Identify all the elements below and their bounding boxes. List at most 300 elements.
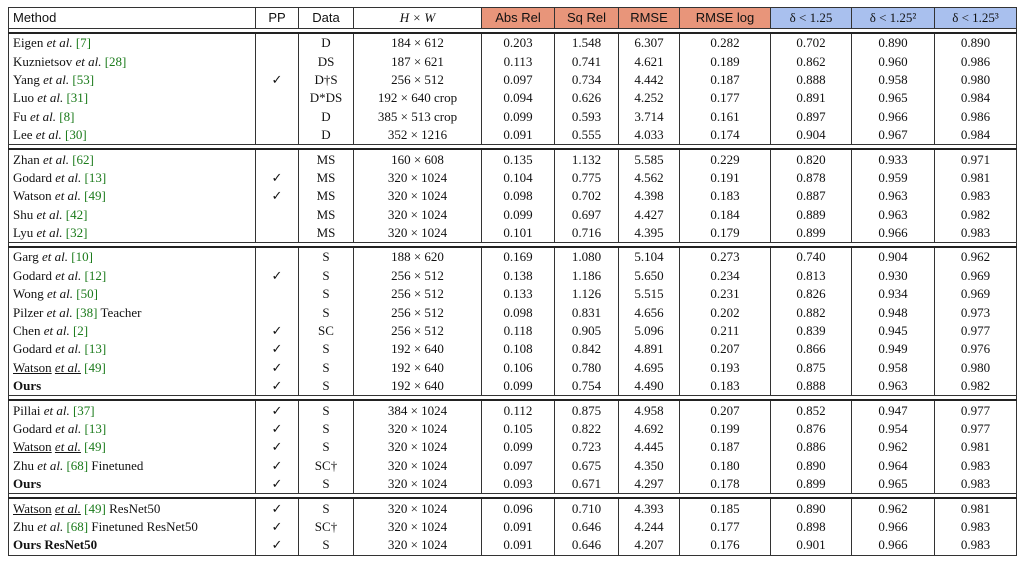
rmse-cell: 4.297 — [619, 475, 680, 494]
pp-cell: ✓ — [256, 518, 299, 536]
delta-1-cell: 0.891 — [771, 89, 852, 107]
pp-cell: ✓ — [256, 377, 299, 396]
table-row — [9, 518, 1017, 536]
table-row — [9, 457, 1017, 475]
citation: [7] — [75, 35, 91, 51]
data-cell: D*DS — [299, 89, 354, 107]
citation: [12] — [84, 267, 107, 283]
delta-2-cell: 0.948 — [852, 303, 935, 321]
method-etal: et al. — [55, 421, 82, 436]
resolution-cell: 184 × 612 — [354, 33, 482, 52]
delta-1-cell: 0.897 — [771, 108, 852, 126]
rmse-cell: 4.207 — [619, 536, 680, 555]
delta-2-cell: 0.958 — [852, 71, 935, 89]
table-row — [9, 498, 1017, 517]
resolution-cell: 320 × 1024 — [354, 498, 482, 517]
results-table — [8, 7, 1017, 556]
abs-rel-cell: 0.135 — [482, 149, 555, 168]
method-name: Lyu — [13, 225, 34, 241]
method-cell — [9, 247, 256, 266]
resolution-cell: 320 × 1024 — [354, 518, 482, 536]
delta-2-cell: 0.965 — [852, 475, 935, 494]
method-name: Lee — [13, 127, 33, 143]
delta-1-cell: 0.899 — [771, 224, 852, 243]
pp-cell — [256, 126, 299, 145]
citation: [37] — [72, 402, 95, 418]
rmse-cell: 4.490 — [619, 377, 680, 396]
delta-1-cell: 0.866 — [771, 340, 852, 358]
delta-3-cell: 0.973 — [935, 303, 1017, 321]
pp-cell — [256, 149, 299, 168]
rmse-log-cell: 0.183 — [680, 377, 771, 396]
abs-rel-cell: 0.099 — [482, 206, 555, 224]
method-variant: Finetuned ResNet50 — [91, 518, 198, 534]
method-name: Godard — [13, 267, 52, 283]
delta-1-cell: 0.889 — [771, 206, 852, 224]
data-cell: D — [299, 33, 354, 52]
delta-3-cell: 0.983 — [935, 224, 1017, 243]
method-etal: et al. — [37, 518, 64, 534]
abs-rel-cell: 0.118 — [482, 322, 555, 340]
data-cell: SC — [299, 322, 354, 340]
delta-3-cell: 0.983 — [935, 457, 1017, 475]
method-name: Watson — [13, 188, 52, 204]
delta-2-cell: 0.933 — [852, 149, 935, 168]
method-name: Zhu — [13, 518, 34, 534]
delta-2-cell: 0.963 — [852, 187, 935, 205]
resolution-cell: 320 × 1024 — [354, 206, 482, 224]
abs-rel-cell: 0.098 — [482, 303, 555, 321]
method-name: Ours — [13, 476, 42, 492]
rmse-cell: 5.096 — [619, 322, 680, 340]
rmse-cell: 4.695 — [619, 359, 680, 377]
resolution-cell: 320 × 1024 — [354, 536, 482, 555]
delta-3-cell: 0.983 — [935, 536, 1017, 555]
rmse-log-cell: 0.193 — [680, 359, 771, 377]
header-sq-rel: Sq Rel — [555, 8, 619, 29]
citation: [49] — [84, 359, 106, 375]
abs-rel-cell: 0.104 — [482, 169, 555, 187]
sq-rel-cell: 1.548 — [555, 33, 619, 52]
table-row — [9, 359, 1017, 377]
sq-rel-cell: 0.775 — [555, 169, 619, 187]
method-etal: et al. — [42, 151, 69, 167]
data-cell: SC† — [299, 457, 354, 475]
sq-rel-cell: 0.842 — [555, 340, 619, 358]
abs-rel-cell: 0.138 — [482, 267, 555, 285]
table-row — [9, 224, 1017, 243]
method-variant: ResNet50 — [109, 500, 161, 516]
table-row — [9, 267, 1017, 285]
data-cell: S — [299, 340, 354, 358]
method-etal: et al. — [46, 35, 73, 51]
data-cell: S — [299, 303, 354, 321]
method-name: Pilzer — [13, 304, 44, 320]
delta-3-cell: 0.984 — [935, 126, 1017, 145]
pp-cell — [256, 247, 299, 266]
pp-cell: ✓ — [256, 169, 299, 187]
abs-rel-cell: 0.093 — [482, 475, 555, 494]
table-row — [9, 33, 1017, 52]
method-cell — [9, 187, 256, 205]
sq-rel-cell: 0.741 — [555, 52, 619, 70]
header-resolution: H × W — [354, 8, 482, 29]
citation: [28] — [104, 53, 127, 69]
rmse-log-cell: 0.184 — [680, 206, 771, 224]
rmse-cell: 4.621 — [619, 52, 680, 70]
rmse-log-cell: 0.178 — [680, 475, 771, 494]
method-cell — [9, 224, 256, 243]
pp-cell — [256, 206, 299, 224]
rmse-log-cell: 0.229 — [680, 149, 771, 168]
delta-1-cell: 0.878 — [771, 169, 852, 187]
rmse-cell: 5.515 — [619, 285, 680, 303]
delta-2-cell: 0.890 — [852, 33, 935, 52]
method-name: Watson — [13, 439, 52, 455]
resolution-cell: 384 × 1024 — [354, 400, 482, 419]
method-name: Shu — [13, 206, 34, 222]
resolution-cell: 192 × 640 — [354, 340, 482, 358]
method-cell — [9, 498, 256, 517]
method-etal: et al. — [54, 439, 81, 455]
delta-2-cell: 0.958 — [852, 359, 935, 377]
resolution-cell: 320 × 1024 — [354, 420, 482, 438]
data-cell: S — [299, 475, 354, 494]
method-cell — [9, 340, 256, 358]
table-row — [9, 206, 1017, 224]
abs-rel-cell: 0.091 — [482, 126, 555, 145]
data-cell: MS — [299, 206, 354, 224]
delta-1-cell: 0.888 — [771, 71, 852, 89]
table-row — [9, 89, 1017, 107]
citation: [68] — [66, 518, 89, 534]
delta-3-cell: 0.977 — [935, 420, 1017, 438]
pp-cell — [256, 224, 299, 243]
data-cell: S — [299, 438, 354, 456]
delta-2-cell: 0.966 — [852, 108, 935, 126]
data-cell: SC† — [299, 518, 354, 536]
table-row — [9, 438, 1017, 456]
delta-3-cell: 0.980 — [935, 359, 1017, 377]
sq-rel-cell: 0.702 — [555, 187, 619, 205]
table-row — [9, 187, 1017, 205]
delta-1-cell: 0.890 — [771, 457, 852, 475]
rmse-log-cell: 0.273 — [680, 247, 771, 266]
resolution-cell: 187 × 621 — [354, 52, 482, 70]
pp-cell: ✓ — [256, 438, 299, 456]
pp-cell: ✓ — [256, 187, 299, 205]
method-cell — [9, 438, 256, 456]
rmse-cell: 4.244 — [619, 518, 680, 536]
rmse-cell: 3.714 — [619, 108, 680, 126]
data-cell: S — [299, 420, 354, 438]
delta-2-cell: 0.963 — [852, 206, 935, 224]
abs-rel-cell: 0.106 — [482, 359, 555, 377]
delta-3-cell: 0.977 — [935, 400, 1017, 419]
method-etal: et al. — [55, 341, 82, 357]
rmse-log-cell: 0.282 — [680, 33, 771, 52]
delta-3-cell: 0.980 — [935, 71, 1017, 89]
abs-rel-cell: 0.203 — [482, 33, 555, 52]
pp-cell: ✓ — [256, 400, 299, 419]
method-name: Wong — [13, 286, 44, 302]
table-row — [9, 247, 1017, 266]
method-name: Ours — [13, 378, 42, 394]
delta-2-cell: 0.954 — [852, 420, 935, 438]
data-cell: S — [299, 377, 354, 396]
abs-rel-cell: 0.099 — [482, 438, 555, 456]
sq-rel-cell: 0.710 — [555, 498, 619, 517]
table-row — [9, 149, 1017, 168]
data-cell: S — [299, 536, 354, 555]
rmse-cell: 5.650 — [619, 267, 680, 285]
rmse-log-cell: 0.180 — [680, 457, 771, 475]
delta-2-cell: 0.962 — [852, 438, 935, 456]
sq-rel-cell: 0.905 — [555, 322, 619, 340]
method-cell — [9, 71, 256, 89]
method-name: Chen — [13, 323, 41, 339]
citation: [31] — [66, 90, 89, 106]
resolution-cell: 320 × 1024 — [354, 224, 482, 243]
sq-rel-cell: 0.716 — [555, 224, 619, 243]
delta-3-cell: 0.984 — [935, 89, 1017, 107]
delta-1-cell: 0.898 — [771, 518, 852, 536]
delta-1-cell: 0.820 — [771, 149, 852, 168]
rmse-cell: 4.427 — [619, 206, 680, 224]
method-variant: Finetuned — [91, 457, 144, 473]
delta-2-cell: 0.964 — [852, 457, 935, 475]
resolution-cell: 352 × 1216 — [354, 126, 482, 145]
abs-rel-cell: 0.112 — [482, 400, 555, 419]
delta-1-cell: 0.876 — [771, 420, 852, 438]
citation: [49] — [84, 188, 106, 204]
method-etal: et al. — [46, 304, 73, 320]
delta-1-cell: 0.862 — [771, 52, 852, 70]
delta-3-cell: 0.977 — [935, 322, 1017, 340]
method-name: Kuznietsov — [13, 53, 73, 69]
pp-cell: ✓ — [256, 475, 299, 494]
method-cell — [9, 89, 256, 107]
resolution-cell: 256 × 512 — [354, 303, 482, 321]
rmse-log-cell: 0.179 — [680, 224, 771, 243]
delta-1-cell: 0.888 — [771, 377, 852, 396]
pp-cell: ✓ — [256, 420, 299, 438]
citation: [13] — [84, 169, 107, 185]
rmse-log-cell: 0.202 — [680, 303, 771, 321]
delta-2-cell: 0.966 — [852, 536, 935, 555]
delta-2-cell: 0.966 — [852, 224, 935, 243]
resolution-cell: 192 × 640 — [354, 359, 482, 377]
delta-3-cell: 0.982 — [935, 206, 1017, 224]
row-group — [9, 498, 1017, 555]
citation: [53] — [72, 71, 95, 87]
citation: [10] — [71, 249, 93, 265]
sq-rel-cell: 0.555 — [555, 126, 619, 145]
method-etal: et al. — [37, 457, 64, 473]
table-row — [9, 285, 1017, 303]
delta-3-cell: 0.976 — [935, 340, 1017, 358]
method-variant: Teacher — [100, 304, 142, 320]
method-name: Watson — [13, 359, 52, 375]
delta-1-cell: 0.826 — [771, 285, 852, 303]
abs-rel-cell: 0.105 — [482, 420, 555, 438]
citation: [38] — [75, 304, 98, 320]
delta-1-cell: 0.702 — [771, 33, 852, 52]
sq-rel-cell: 0.875 — [555, 400, 619, 419]
method-name: Godard — [13, 421, 52, 436]
method-cell — [9, 400, 256, 419]
table-row — [9, 536, 1017, 555]
resolution-cell: 320 × 1024 — [354, 457, 482, 475]
rmse-log-cell: 0.234 — [680, 267, 771, 285]
rmse-cell: 6.307 — [619, 33, 680, 52]
delta-2-cell: 0.930 — [852, 267, 935, 285]
sq-rel-cell: 0.780 — [555, 359, 619, 377]
method-cell — [9, 108, 256, 126]
method-name: Godard — [13, 341, 52, 357]
method-cell — [9, 457, 256, 475]
rmse-log-cell: 0.211 — [680, 322, 771, 340]
data-cell: S — [299, 285, 354, 303]
pp-cell: ✓ — [256, 340, 299, 358]
citation: [50] — [76, 286, 98, 302]
sq-rel-cell: 0.754 — [555, 377, 619, 396]
rmse-cell: 4.252 — [619, 89, 680, 107]
resolution-cell: 320 × 1024 — [354, 475, 482, 494]
rmse-cell: 4.033 — [619, 126, 680, 145]
citation: [13] — [84, 421, 107, 436]
method-name: Ours ResNet50 — [13, 537, 98, 553]
rmse-log-cell: 0.183 — [680, 187, 771, 205]
table-row — [9, 400, 1017, 419]
data-cell: S — [299, 359, 354, 377]
sq-rel-cell: 0.646 — [555, 518, 619, 536]
delta-2-cell: 0.966 — [852, 518, 935, 536]
delta-3-cell: 0.982 — [935, 377, 1017, 396]
citation: [49] — [84, 439, 106, 455]
abs-rel-cell: 0.113 — [482, 52, 555, 70]
pp-cell: ✓ — [256, 71, 299, 89]
method-cell — [9, 377, 256, 396]
abs-rel-cell: 0.099 — [482, 377, 555, 396]
method-cell — [9, 33, 256, 52]
rmse-log-cell: 0.207 — [680, 400, 771, 419]
citation: [30] — [64, 127, 87, 143]
abs-rel-cell: 0.099 — [482, 108, 555, 126]
delta-2-cell: 0.965 — [852, 89, 935, 107]
citation: [32] — [65, 225, 88, 241]
rmse-cell: 4.958 — [619, 400, 680, 419]
rmse-log-cell: 0.189 — [680, 52, 771, 70]
pp-cell — [256, 52, 299, 70]
abs-rel-cell: 0.098 — [482, 187, 555, 205]
method-cell — [9, 518, 256, 536]
delta-1-cell: 0.904 — [771, 126, 852, 145]
delta-3-cell: 0.983 — [935, 518, 1017, 536]
rmse-log-cell: 0.191 — [680, 169, 771, 187]
pp-cell — [256, 89, 299, 107]
sq-rel-cell: 1.132 — [555, 149, 619, 168]
table-row — [9, 377, 1017, 396]
delta-3-cell: 0.981 — [935, 438, 1017, 456]
data-cell: MS — [299, 169, 354, 187]
method-cell — [9, 303, 256, 321]
rmse-log-cell: 0.187 — [680, 71, 771, 89]
data-cell: S — [299, 247, 354, 266]
method-name: Yang — [13, 71, 40, 87]
delta-2-cell: 0.947 — [852, 400, 935, 419]
method-cell — [9, 420, 256, 438]
method-name: Fu — [13, 108, 27, 124]
resolution-cell: 256 × 512 — [354, 285, 482, 303]
header-rmse-log: RMSE log — [680, 8, 771, 29]
rmse-cell: 4.398 — [619, 187, 680, 205]
table-row — [9, 169, 1017, 187]
resolution-cell: 320 × 1024 — [354, 187, 482, 205]
header-delta-1: δ < 1.25 — [771, 8, 852, 29]
rmse-log-cell: 0.177 — [680, 89, 771, 107]
method-cell — [9, 322, 256, 340]
rmse-cell: 4.442 — [619, 71, 680, 89]
delta-2-cell: 0.962 — [852, 498, 935, 517]
data-cell: D†S — [299, 71, 354, 89]
pp-cell: ✓ — [256, 322, 299, 340]
rmse-log-cell: 0.199 — [680, 420, 771, 438]
resolution-cell: 192 × 640 — [354, 377, 482, 396]
resolution-cell: 256 × 512 — [354, 71, 482, 89]
rmse-cell: 4.692 — [619, 420, 680, 438]
method-cell — [9, 359, 256, 377]
method-etal: et al. — [37, 90, 64, 106]
method-etal: et al. — [35, 127, 62, 143]
method-name: Pillai — [13, 402, 41, 418]
method-etal: et al. — [54, 359, 81, 375]
rmse-log-cell: 0.176 — [680, 536, 771, 555]
delta-3-cell: 0.971 — [935, 149, 1017, 168]
method-cell — [9, 475, 256, 494]
method-etal: et al. — [75, 53, 102, 69]
sq-rel-cell: 0.831 — [555, 303, 619, 321]
resolution-cell: 256 × 512 — [354, 267, 482, 285]
header-delta-2: δ < 1.25² — [852, 8, 935, 29]
header-pp: PP — [256, 8, 299, 29]
table-row — [9, 52, 1017, 70]
delta-1-cell: 0.886 — [771, 438, 852, 456]
rmse-log-cell: 0.161 — [680, 108, 771, 126]
method-etal: et al. — [29, 108, 56, 124]
rmse-cell: 4.393 — [619, 498, 680, 517]
sq-rel-cell: 1.126 — [555, 285, 619, 303]
data-cell: S — [299, 400, 354, 419]
delta-1-cell: 0.852 — [771, 400, 852, 419]
citation: [62] — [72, 151, 94, 167]
sq-rel-cell: 0.822 — [555, 420, 619, 438]
delta-3-cell: 0.983 — [935, 187, 1017, 205]
table-row — [9, 340, 1017, 358]
sq-rel-cell: 0.675 — [555, 457, 619, 475]
delta-2-cell: 0.904 — [852, 247, 935, 266]
pp-cell: ✓ — [256, 359, 299, 377]
header-rmse: RMSE — [619, 8, 680, 29]
method-name: Watson — [13, 500, 52, 516]
method-cell — [9, 267, 256, 285]
pp-cell — [256, 33, 299, 52]
method-name: Zhu — [13, 457, 34, 473]
delta-3-cell: 0.986 — [935, 52, 1017, 70]
rmse-log-cell: 0.231 — [680, 285, 771, 303]
resolution-cell: 385 × 513 crop — [354, 108, 482, 126]
rmse-cell: 4.656 — [619, 303, 680, 321]
